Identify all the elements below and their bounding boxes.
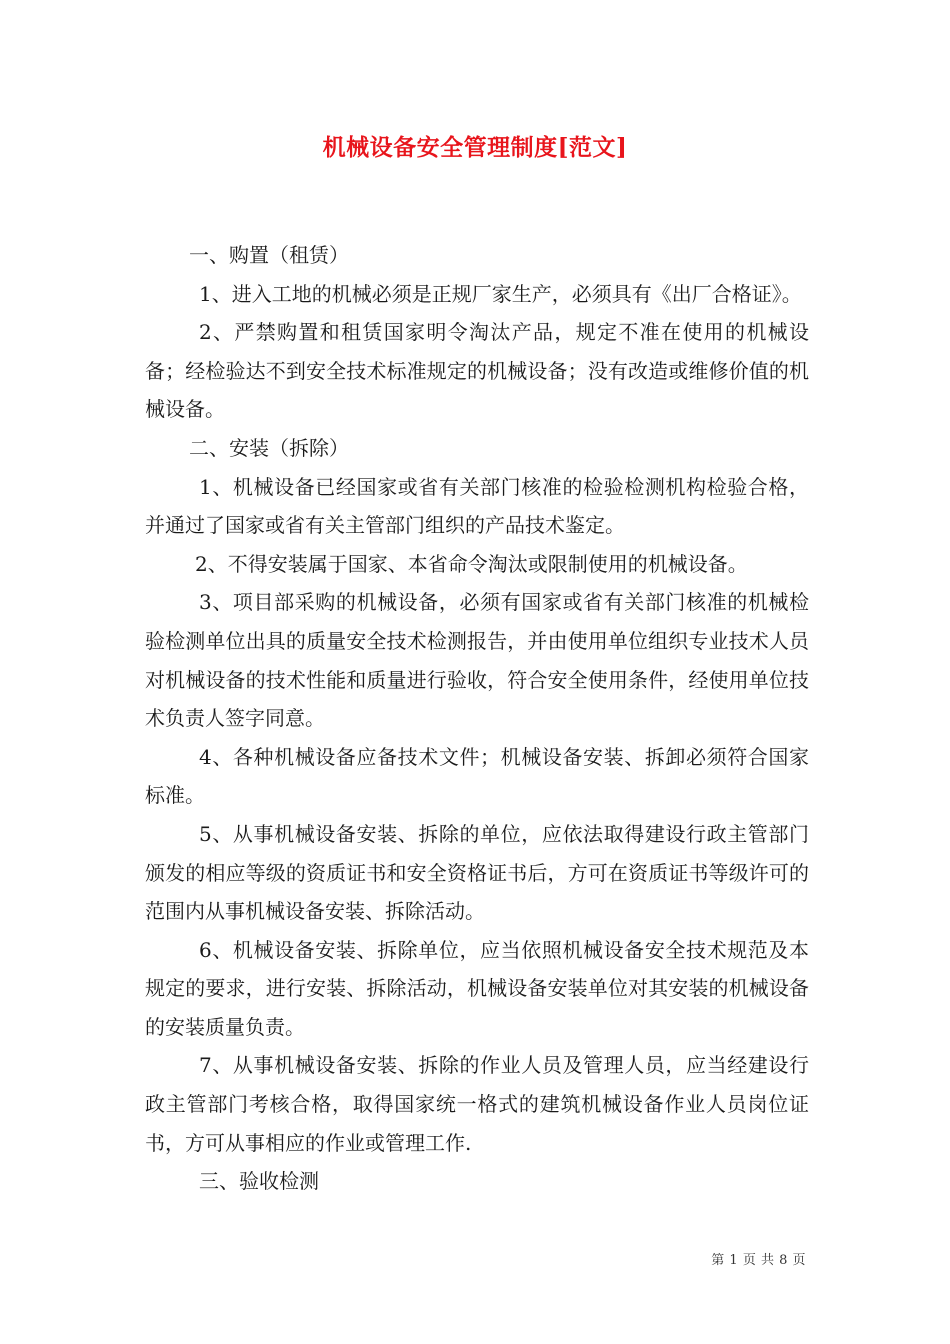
paragraph: 3、项目部采购的机械设备，必须有国家或省有关部门核准的机械检验检测单位出具的质量安全技术检测报告，并由使用单位组织专业技术人员对机械设备的技术性能和质量进行验收，符合安全使用条件，经使用单位技术负责人签字同意。 xyxy=(145,590,809,731)
section-heading-purchase: 一、购置（租赁） xyxy=(189,243,349,267)
paragraph: 7、从事机械设备安装、拆除的作业人员及管理人员，应当经建设行政主管部门考核合格，取得国家统一格式的建筑机械设备作业人员岗位证书，方可从事相应的作业或管理工作. xyxy=(145,1053,809,1155)
page-title: 机械设备安全管理制度[范文] xyxy=(322,134,628,161)
paragraph: 1、机械设备已经国家或省有关部门核准的检验检测机构检验合格，并通过了国家或省有关主管部门组织的产品技术鉴定。 xyxy=(145,474,809,538)
page-number: 第 1 页 共 8 页 xyxy=(711,1253,806,1268)
paragraph: 2、严禁购置和租赁国家明令淘汰产品，规定不准在使用的机械设备；经检验达不到安全技术标准规定的机械设备；没有改造或维修价值的机械设备。 xyxy=(145,320,809,422)
paragraph: 4、各种机械设备应备技术文件；机械设备安装、拆卸必须符合国家标准。 xyxy=(145,744,809,808)
paragraph: 1、进入工地的机械必须是正规厂家生产，必须具有《出厂合格证》。 xyxy=(199,281,802,306)
paragraph: 6、机械设备安装、拆除单位，应当依照机械设备安全技术规范及本规定的要求，进行安装、拆除活动，机械设备安装单位对其安装的机械设备的安装质量负责。 xyxy=(145,937,809,1039)
section-heading-inspection: 三、验收检测 xyxy=(199,1169,319,1194)
paragraph: 2、不得安装属于国家、本省命令淘汰或限制使用的机械设备。 xyxy=(195,551,748,576)
paragraph: 5、从事机械设备安装、拆除的单位，应依法取得建设行政主管部门颁发的相应等级的资质证书和安全资格证书后，方可在资质证书等级许可的范围内从事机械设备安装、拆除活动。 xyxy=(145,821,809,924)
document-body xyxy=(145,236,809,1201)
section-heading-install: 二、安装（拆除） xyxy=(189,435,349,460)
